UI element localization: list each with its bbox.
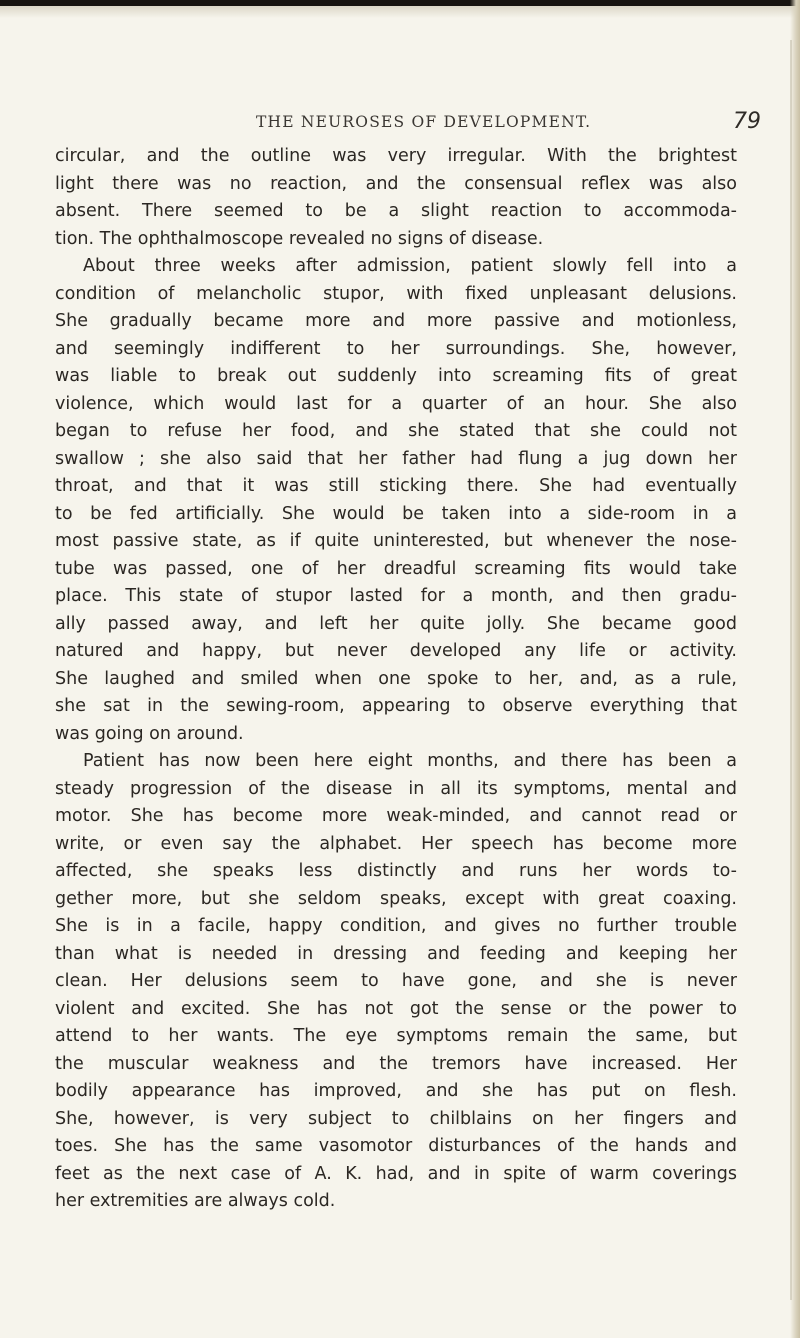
text-line: She gradually became more and more passive and motionless,	[55, 311, 737, 331]
text-line: light there was no reaction, and the consensual reflex was also	[55, 173, 737, 194]
text-line: natured and happy, but never developed any life or activity.	[55, 641, 737, 661]
text-line: the muscular weakness and the tremors have increased. Her	[55, 1053, 737, 1074]
text-line: attend to her wants. The eye symptoms remain the same, but	[55, 1026, 737, 1046]
text-line: steady progression of the disease in all its symptoms, mental and	[55, 778, 737, 799]
text-line: gether more, but she seldom speaks, except with great coaxing.	[55, 888, 737, 909]
text-line: affected, she speaks less distinctly and runs her words to-	[55, 861, 737, 881]
text-line: condition of melancholic stupor, with fixed unpleasant delusions.	[55, 283, 737, 304]
page-top-shadow	[0, 6, 800, 18]
text-line: absent. There seemed to be a slight reaction to accommoda-	[55, 201, 737, 221]
text-line: throat, and that it was still sticking there. She had eventually	[55, 476, 737, 496]
paragraph-3	[55, 748, 737, 1216]
text-line: She, however, is very subject to chilblains on her fingers and	[55, 1108, 737, 1129]
text-line: toes. She has the same vasomotor disturbances of the hands and	[55, 1136, 737, 1156]
text-line: About three weeks after admission, patient slowly fell into a	[83, 256, 737, 276]
paragraph-1	[55, 143, 737, 253]
running-head	[0, 109, 800, 141]
text-line: bodily appearance has improved, and she has put on flesh.	[55, 1081, 737, 1101]
text-line: swallow ; she also said that her father had flung a jug down her	[55, 448, 737, 469]
text-line: than what is needed in dressing and feeding and keeping her	[55, 943, 737, 964]
text-line: motor. She has become more weak-minded, and cannot read or	[55, 806, 737, 826]
text-line: violence, which would last for a quarter of an hour. She also	[55, 393, 737, 414]
running-head-title: THE NEUROSES OF DEVELOPMENT.	[256, 113, 592, 131]
text-line: place. This state of stupor lasted for a month, and then gradu-	[55, 586, 737, 606]
page-number: 79	[733, 109, 761, 134]
text-line: tion. The ophthalmoscope revealed no signs of disease.	[55, 228, 544, 249]
text-line: feet as the next case of A. K. had, and in spite of warm coverings	[55, 1163, 737, 1184]
text-line: and seemingly indifferent to her surroundings. She, however,	[55, 338, 737, 359]
text-line: violent and excited. She has not got the sense or the power to	[55, 998, 737, 1019]
text-line: to be fed artificially. She would be taken into a side-room in a	[55, 503, 737, 524]
body-text	[55, 143, 737, 1216]
text-line: her extremities are always cold.	[55, 1191, 336, 1211]
text-line: circular, and the outline was very irregular. With the brightest	[55, 146, 737, 166]
text-line: ally passed away, and left her quite jolly. She became good	[55, 613, 737, 634]
text-line: she sat in the sewing-room, appearing to observe everything that	[55, 696, 737, 716]
text-line: She is in a facile, happy condition, and gives no further trouble	[55, 916, 737, 936]
page-binding-line	[790, 40, 792, 1300]
paragraph-2	[55, 253, 737, 748]
text-line: most passive state, as if quite uninterested, but whenever the nose-	[55, 531, 737, 551]
text-line: was going on around.	[55, 723, 244, 744]
text-line: She laughed and smiled when one spoke to her, and, as a rule,	[55, 668, 737, 689]
text-line: Patient has now been here eight months, and there has been a	[83, 751, 737, 771]
text-line: began to refuse her food, and she stated that she could not	[55, 421, 737, 441]
text-line: clean. Her delusions seem to have gone, and she is never	[55, 971, 737, 991]
text-line: was liable to break out suddenly into screaming fits of great	[55, 366, 737, 386]
text-line: write, or even say the alphabet. Her speech has become more	[55, 833, 737, 854]
text-line: tube was passed, one of her dreadful screaming fits would take	[55, 558, 737, 579]
